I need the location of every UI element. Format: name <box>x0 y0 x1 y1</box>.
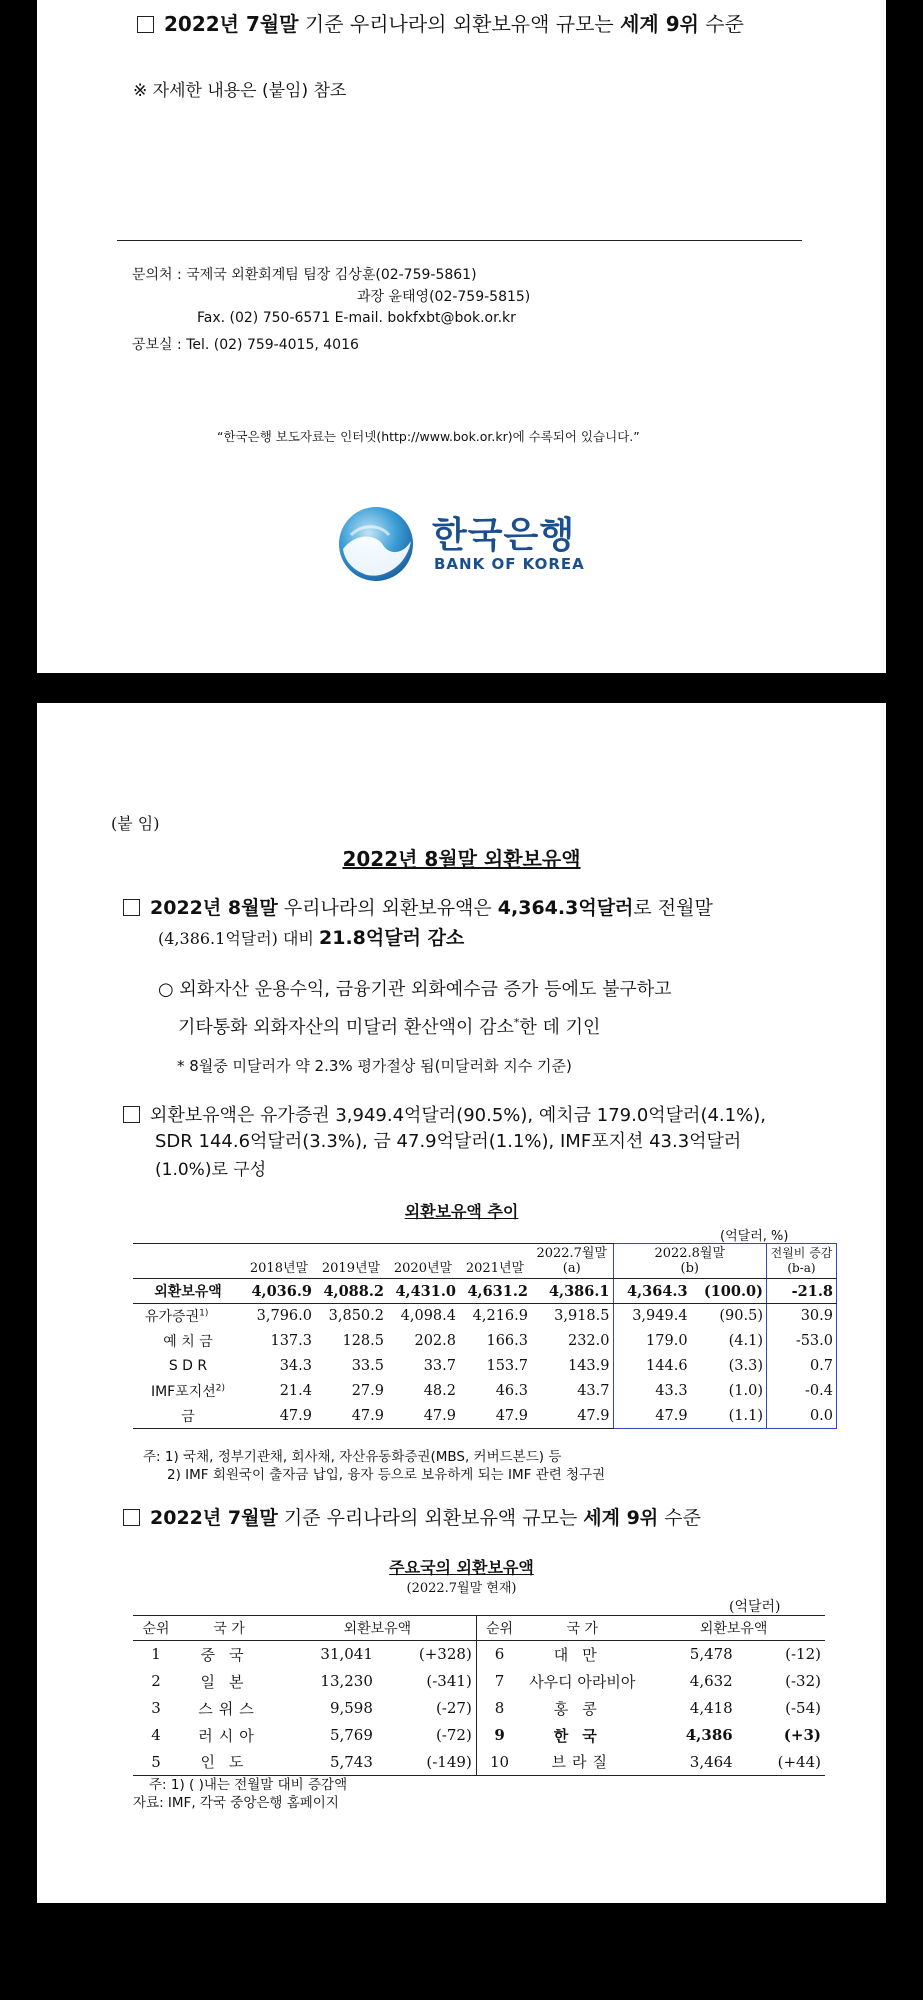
header-2020: 2020년말 <box>387 1244 459 1279</box>
table2-subtitle: (2022.7월말 현재) <box>406 1581 517 1596</box>
checkbox-square-icon <box>137 16 154 33</box>
table-row: 4 러시아 5,769 (-72) 9 한국 4,386 (+3) <box>133 1722 825 1749</box>
table1-unit: (억달러, %) <box>720 1229 789 1244</box>
footnote-dollar: * 8월중 미달러가 약 2.3% 평가절상 됨(미달러화 지수 기준) <box>177 1057 572 1075</box>
logo-korean-text: 한국은행 <box>432 515 576 556</box>
composition-line-3: (1.0%)로 구성 <box>155 1160 267 1180</box>
bank-of-korea-logo <box>337 505 585 587</box>
reason-line-1: ○ 외화자산 운용수익, 금융기관 외화예수금 증가 등에도 불구하고 <box>158 979 672 1000</box>
table1-title: 외환보유액 추이 <box>404 1202 519 1221</box>
checkbox-square-icon <box>123 1106 140 1123</box>
table-row: 5 인도 5,743 (-149) 10 브라질 3,464 (+44) <box>133 1749 825 1776</box>
document-page-1 <box>37 0 886 673</box>
table-row: 유가증권$^{1)}$ 3,796.0 3,850.2 4,098.4 4,216.9 3,918.5 3,949.4 (90.5) 30.9 <box>133 1304 837 1329</box>
header-2018: 2018년말 <box>243 1244 315 1279</box>
header-2022-jul: 2022.7월말 (a) <box>531 1244 613 1279</box>
checkbox-square-icon <box>123 899 140 916</box>
table2-title: 주요국의 외환보유액 <box>389 1558 534 1577</box>
divider-line <box>117 240 802 241</box>
table-row: 예 치 금 137.3 128.5 202.8 166.3 232.0 179.0 (4.1) -53.0 <box>133 1329 837 1354</box>
checkbox-square-icon <box>123 1509 140 1526</box>
page-title: 2022년 8월말 외환보유액 <box>342 847 581 871</box>
table2-note-1: 주: 1) ( )내는 전월말 대비 증감액 <box>149 1777 348 1793</box>
contact-line-3: Fax. (02) 750-6571 E-mail. bokfxbt@bok.or.kr <box>197 310 516 326</box>
korea-rank: 9 <box>494 1726 505 1744</box>
korea-change: (+3) <box>783 1726 821 1744</box>
summary-paragraph-line-2: (4,386.1억달러) 대비 21.8억달러 감소 <box>158 927 465 949</box>
world-rank-line: 2022년 7월말 기준 우리나라의 외환보유액 규모는 세계 9위 수준 <box>123 1503 701 1533</box>
table1-note-2: 2) IMF 회원국이 출자금 납입, 융자 등으로 보유하게 되는 IMF 관련 청구권 <box>167 1467 606 1483</box>
attachment-label: (붙 임) <box>111 814 160 833</box>
website-note: “한국은행 보도자료는 인터넷(http://www.bok.or.kr)에 수록되어 있습니다.” <box>217 429 640 444</box>
header-2022-aug: 2022.8월말 (b) <box>613 1244 767 1279</box>
composition-line-2: SDR 144.6억달러(3.3%), 금 47.9억달러(1.1%), IMF포지션 43.3억달러 <box>155 1131 742 1152</box>
attachment-reference-note: ※ 자세한 내용은 (붙임) 참조 <box>133 81 347 101</box>
table-row: 금 47.9 47.9 47.9 47.9 47.9 47.9 (1.1) 0.0 <box>133 1404 837 1429</box>
contact-line-4: 공보실 : Tel. (02) 759-4015, 4016 <box>132 337 359 353</box>
table-row: 외환보유액 4,036.9 4,088.2 4,431.0 4,631.2 4,386.1 4,364.3 (100.0) -21.8 <box>133 1279 837 1304</box>
country-ranking-table: 순위 국 가 외환보유액 순위 국 가 외환보유액 1 중국 31,041 (+328) 6 대만 5,478 (-12) 2 일본 13,230 (-341) 7 사우디 아라비아 4,632 (-32) 3 스위스 9,598 (-27) 8 홍콩 4,418 (-54) 4 러시아 5,769 (-72) 9 한국 4,386 (+3) 5 인도 5,743 (-149) 10 브라질 3,464 (+44) <box>133 1615 825 1776</box>
reason-line-2: 기타통화 외화자산의 미달러 환산액이 감소*한 데 기인 <box>178 1016 601 1038</box>
table2-unit: (억달러) <box>729 1599 781 1615</box>
korea-country: 한국 <box>553 1726 611 1745</box>
table-row: 3 스위스 9,598 (-27) 8 홍콩 4,418 (-54) <box>133 1695 825 1722</box>
contact-line-2: 과장 윤태영(02-759-5815) <box>357 289 531 305</box>
composition-line-1: 외환보유액은 유가증권 3,949.4억달러(90.5%), 예치금 179.0억달러(4.1%), <box>123 1101 766 1131</box>
reserves-table <box>133 1243 837 1429</box>
table-row: 1 중국 31,041 (+328) 6 대만 5,478 (-12) <box>133 1641 825 1668</box>
korea-value: 4,386 <box>685 1726 733 1744</box>
header-change: 전월비 증감 (b-a) <box>767 1244 837 1279</box>
table1-note-1: 주: 1) 국채, 정부기관채, 회사채, 자산유동화증권(MBS, 커버드본드) 등 <box>143 1449 562 1465</box>
logo-english-text: BANK OF KOREA <box>434 555 585 573</box>
table-row: 2 일본 13,230 (-341) 7 사우디 아라비아 4,632 (-32) <box>133 1668 825 1695</box>
document-page-2 <box>37 703 886 1903</box>
table-row: S D R 34.3 33.5 33.7 153.7 143.9 144.6 (3.3) 0.7 <box>133 1354 837 1379</box>
header-2021: 2021년말 <box>459 1244 531 1279</box>
reserves-table-wrap <box>133 1243 837 1429</box>
header-2019: 2019년말 <box>315 1244 387 1279</box>
summary-paragraph-line-1: 2022년 8월말 우리나라의 외환보유액은 4,364.3억달러로 전월말 <box>123 893 713 923</box>
table2-source: 자료: IMF, 각국 중앙은행 홈페이지 <box>133 1795 339 1811</box>
headline-world-rank: 2022년 7월말 기준 우리나라의 외환보유액 규모는 세계 9위 수준 <box>137 8 744 37</box>
contact-line-1: 문의처 : 국제국 외환회계팀 팀장 김상훈(02-759-5861) <box>132 267 477 283</box>
table-row: IMF포지션$^{2)}$ 21.4 27.9 48.2 46.3 43.7 43.3 (1.0) -0.4 <box>133 1379 837 1404</box>
bok-emblem-icon <box>337 505 415 583</box>
